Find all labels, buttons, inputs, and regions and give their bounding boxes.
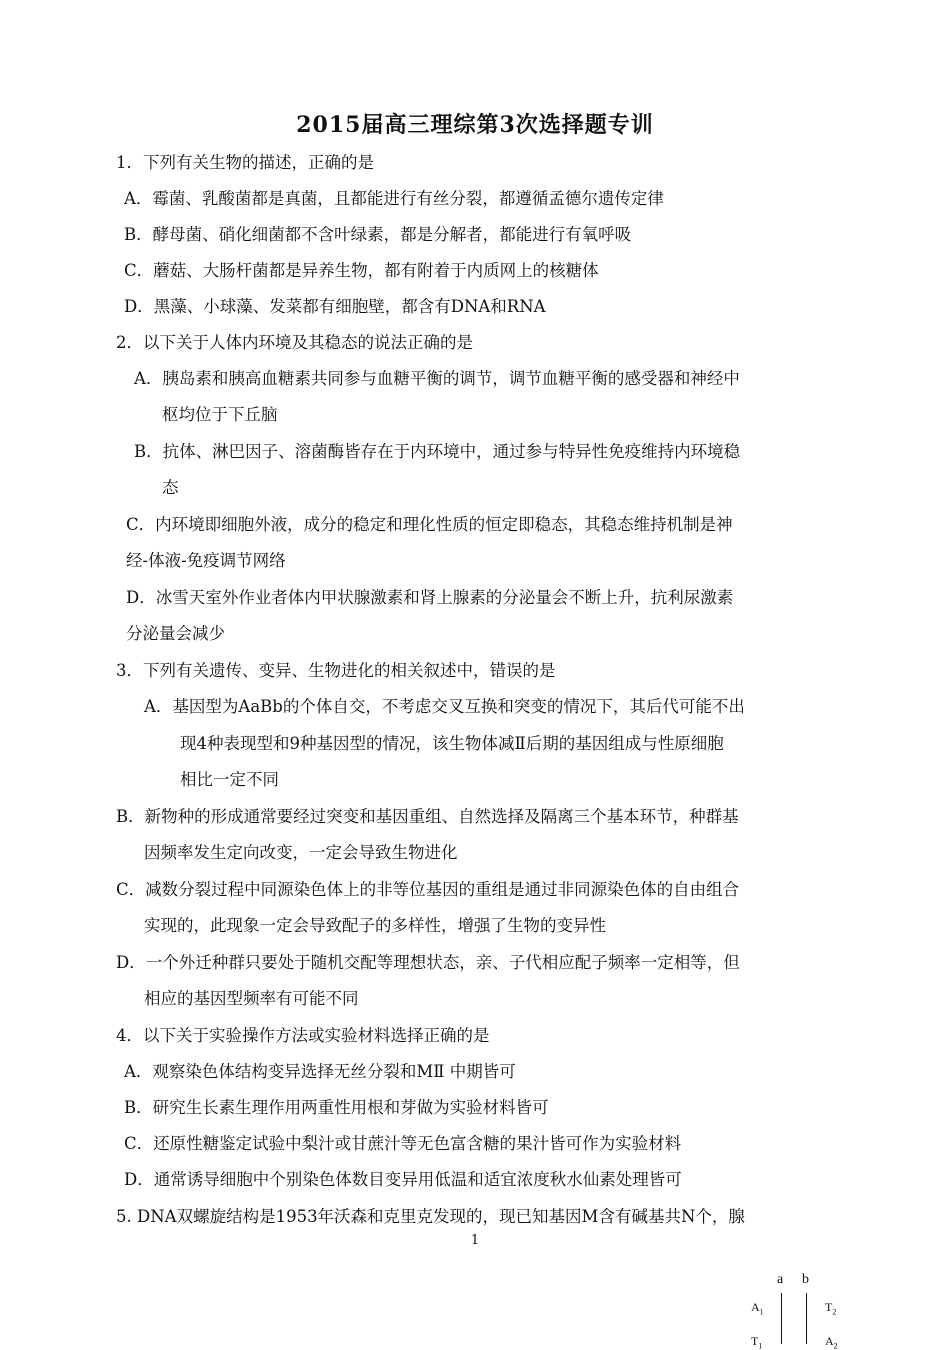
q3-stem: 3．下列有关遗传、变异、生物进化的相关叙述中，错误的是 <box>116 661 556 680</box>
base-a1-sub: 1 <box>759 1307 764 1317</box>
q2-option-d: D．冰雪天室外作业者体内甲状腺激素和肾上腺素的分泌量会不断上升，抗利尿激素 <box>126 588 734 607</box>
q4-option-c: C．还原性糖鉴定试验中梨汁或甘蔗汁等无色富含糖的果汁皆可作为实验材料 <box>124 1134 682 1153</box>
base-a2-sub: 2 <box>833 1341 838 1350</box>
q2-option-b: B．抗体、淋巴因子、溶菌酶皆存在于内环境中，通过参与特异性免疫维持内环境稳 <box>134 442 741 461</box>
q2-stem: 2．以下关于人体内环境及其稳态的说法正确的是 <box>116 333 473 352</box>
q3-option-a-cont2: 相比一定不同 <box>180 770 279 789</box>
base-t1-letter: T <box>751 1334 759 1348</box>
q4-stem: 4．以下关于实验操作方法或实验材料选择正确的是 <box>116 1026 490 1045</box>
q3-option-b: B．新物种的形成通常要经过突变和基因重组、自然选择及隔离三个基本环节，种群基 <box>116 807 739 826</box>
q2-option-d-cont: 分泌量会减少 <box>126 624 225 643</box>
q5-stem: 5. DNA双螺旋结构是1953年沃森和克里克发现的，现已知基因M含有碱基共N个，腺 <box>116 1207 745 1226</box>
q1-option-b: B．酵母菌、硝化细菌都不含叶绿素，都是分解者，都能进行有氧呼吸 <box>124 225 632 244</box>
q1-option-d: D．黑藻、小球藻、发菜都有细胞壁，都含有DNA和RNA <box>124 297 546 316</box>
base-a1-letter: A <box>751 1300 760 1314</box>
base-t1-sub: 1 <box>758 1341 763 1350</box>
q3-option-c: C．减数分裂过程中同源染色体上的非等位基因的重组是通过非同源染色体的自由组合 <box>116 880 740 899</box>
q4-option-d: D．通常诱导细胞中个别染色体数目变异用低温和适宜浓度秋水仙素处理皆可 <box>124 1170 682 1189</box>
strand-b-line <box>806 1293 807 1344</box>
page-number: 1 <box>470 1233 480 1248</box>
q3-option-b-cont: 因频率发生定向改变，一定会导致生物进化 <box>144 843 458 862</box>
base-label-t1 <box>751 1334 762 1350</box>
base-t2-sub: 2 <box>832 1307 837 1317</box>
base-label-t2 <box>825 1300 836 1316</box>
q3-option-d-cont: 相应的基因型频率有可能不同 <box>144 989 359 1008</box>
q1-option-a: A．霉菌、乳酸菌都是真菌，且都能进行有丝分裂，都遵循孟德尔遗传定律 <box>124 189 664 208</box>
q3-option-a-cont1: 现4种表现型和9种基因型的情况，该生物体减Ⅱ后期的基因组成与性原细胞 <box>180 734 724 753</box>
q4-option-a: A．观察染色体结构变异选择无丝分裂和MⅡ 中期皆可 <box>124 1062 516 1081</box>
strand-a-line <box>781 1293 782 1344</box>
base-a2-letter: A <box>825 1334 834 1348</box>
q2-option-a-cont: 枢均位于下丘脑 <box>162 405 278 424</box>
base-t2-letter: T <box>825 1300 833 1314</box>
page-title: 2015届高三理综第3次选择题专训 <box>296 112 654 138</box>
base-label-a1 <box>751 1300 764 1316</box>
q2-option-a: A．胰岛素和胰高血糖素共同参与血糖平衡的调节，调节血糖平衡的感受器和神经中 <box>134 369 740 388</box>
strand-label-a: a <box>777 1272 784 1287</box>
q2-option-b-cont: 态 <box>162 478 179 497</box>
q3-option-d: D．一个外迁种群只要处于随机交配等理想状态，亲、子代相应配子频率一定相等，但 <box>116 953 740 972</box>
strand-label-b: b <box>802 1272 809 1287</box>
q4-option-b: B．研究生长素生理作用两重性用根和芽做为实验材料皆可 <box>124 1098 549 1117</box>
q2-option-c-cont: 经-体液-免疫调节网络 <box>126 551 286 570</box>
q1-stem: 1．下列有关生物的描述，正确的是 <box>116 153 374 172</box>
q3-option-c-cont: 实现的，此现象一定会导致配子的多样性，增强了生物的变异性 <box>144 916 606 935</box>
q1-option-c: C．蘑菇、大肠杆菌都是异养生物，都有附着于内质网上的核糖体 <box>124 261 599 280</box>
q3-option-a: A．基因型为AaBb的个体自交，不考虑交叉互换和突变的情况下，其后代可能不出 <box>144 697 745 716</box>
q2-option-c: C．内环境即细胞外液，成分的稳定和理化性质的恒定即稳态，其稳态维持机制是神 <box>126 515 733 534</box>
base-label-a2 <box>825 1334 838 1350</box>
